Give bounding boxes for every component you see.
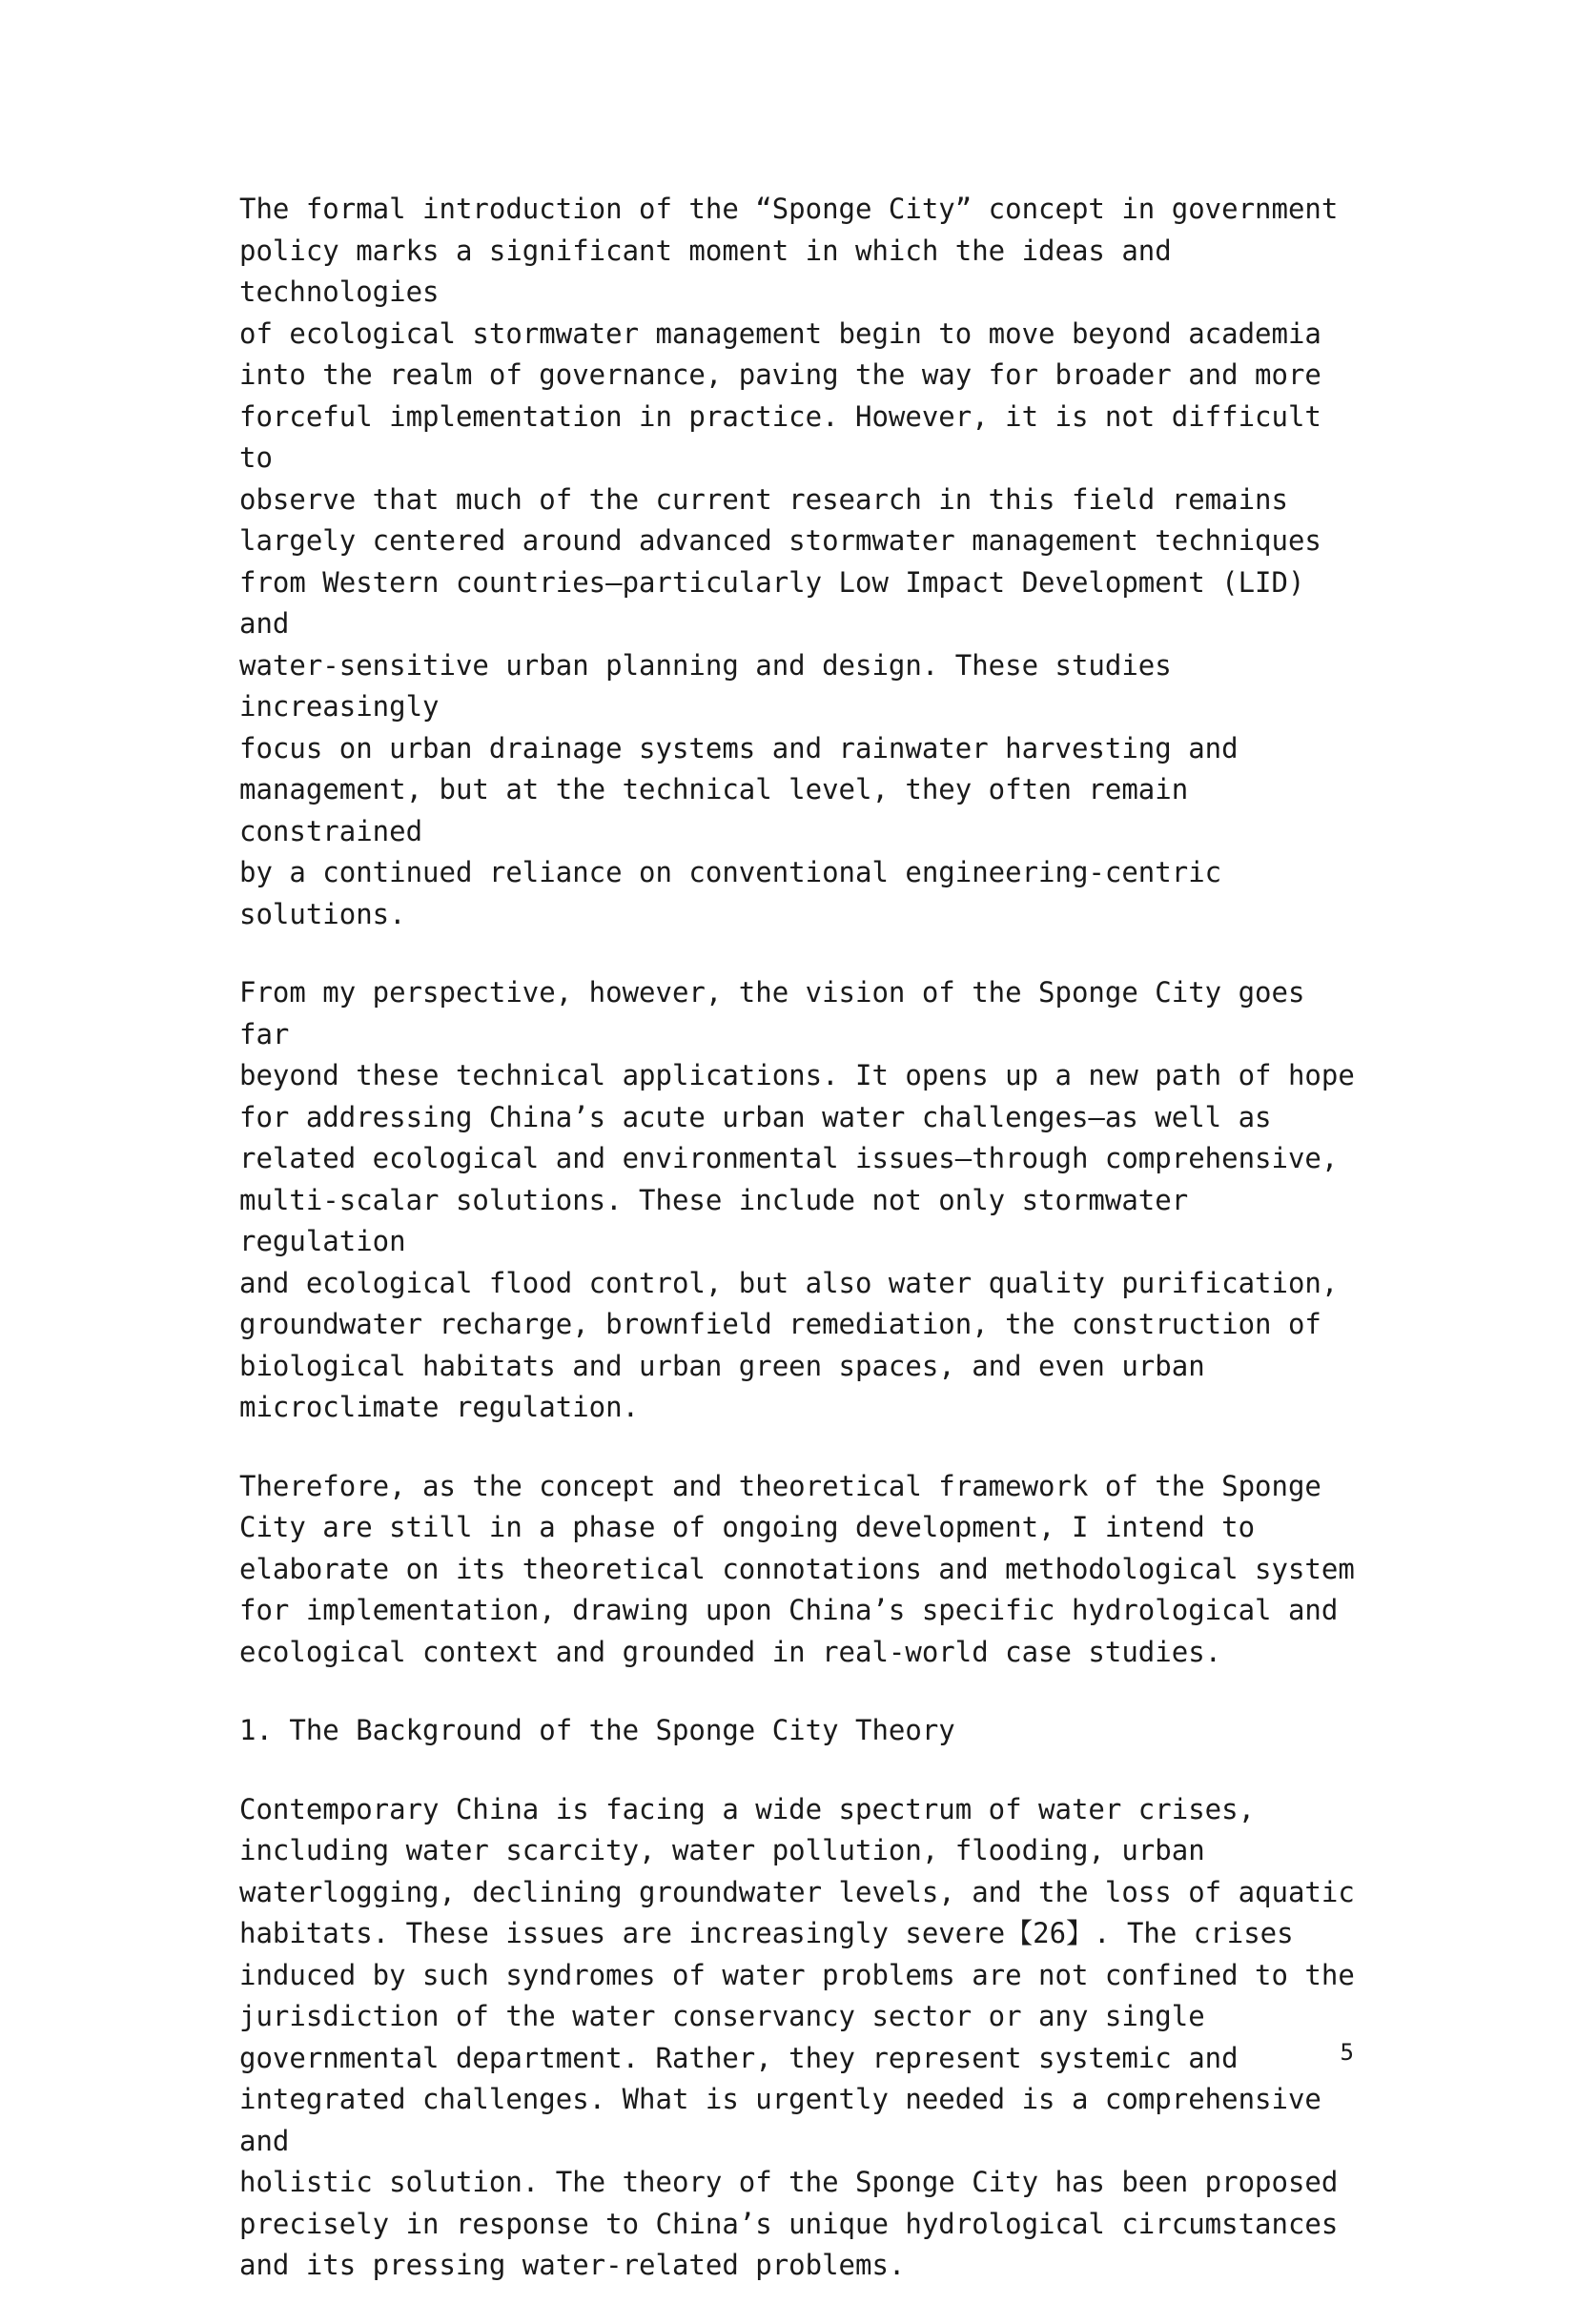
page-body: [239, 189, 1364, 2324]
body-paragraph-1: The formal introduction of the “Sponge City” concept in government policy marks a significant moment in which the ideas and technologies of ecological stormwater management begin to move beyond academia into the realm of governance, paving the way for broader and more forceful implementation in practice. However, it is not difficult to observe that much of the current research in this field remains largely centered around advanced stormwater management techniques from Western countries—particularly Low Impact Development (LID) and water-sensitive urban planning and design. These studies increasingly focus on urban drainage systems and rainwater harvesting and management, but at the technical level, they often remain constrained by a continued reliance on conventional engineering-centric solutions.: [239, 193, 1339, 930]
body-paragraph-3: Therefore, as the concept and theoretical framework of the Sponge City are still in a phase of ongoing development, I intend to elaborate on its theoretical connotations and methodological system for implementation, drawing upon China’s specific hydrological and ecological context and grounded in real-world case studies.: [239, 1469, 1355, 1668]
section-heading: 1. The Background of the Sponge City Theory: [239, 1714, 955, 1746]
page-number: 5: [1340, 2039, 1354, 2066]
body-paragraph-2: From my perspective, however, the vision of the Sponge City goes far beyond these technical applications. It opens up a new path of hope for addressing China’s acute urban water challenges—as well as related ecological and environmental issues—through comprehensive, multi-scalar solutions. These include not only stormwater regulation and ecological flood control, but also water quality purification, groundwater recharge, brownfield remediation, the construction of biological habitats and urban green spaces, and even urban microclimate regulation.: [239, 976, 1355, 1423]
section-paragraph: Contemporary China is facing a wide spectrum of water crises, including water scarcity, water pollution, flooding, urban waterlogging, declining groundwater levels, and the loss of aquatic habitats. These issues are increasingly severe【26】. The crises induced by such syndromes of water problems are not confined to the jurisdiction of the water conservancy sector or any single governmental department. Rather, they represent systemic and integrated challenges. What is urgently needed is a comprehensive and holistic solution. The theory of the Sponge City has been proposed precisely in response to China’s unique hydrological circumstances and its pressing water-related problems.: [239, 1792, 1355, 2281]
